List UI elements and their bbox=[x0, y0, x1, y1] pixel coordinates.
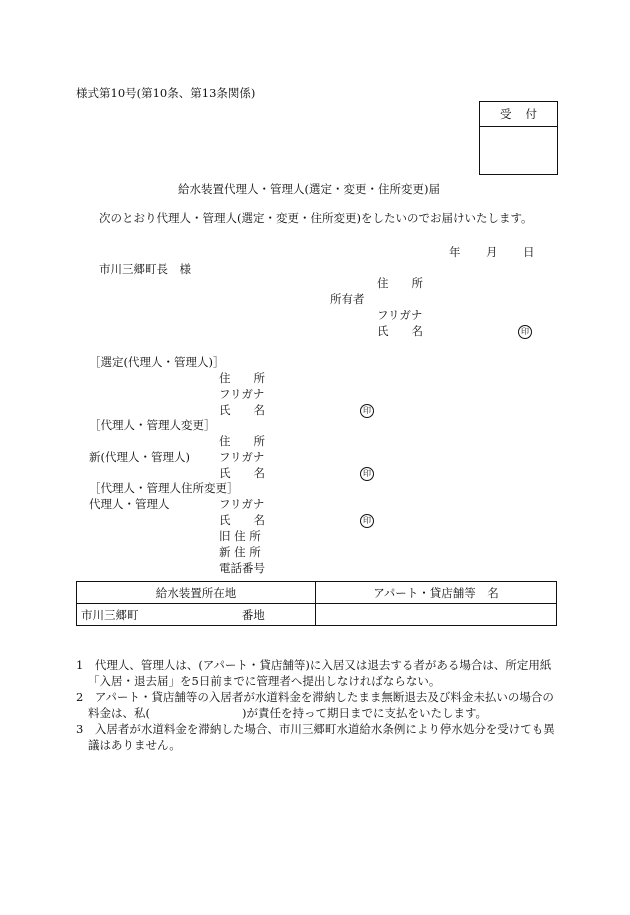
change-address-label: 住 所 bbox=[219, 434, 265, 448]
selection-furigana-label: フリガナ bbox=[219, 387, 265, 401]
form-number: 様式第10号(第10条、第13条関係) bbox=[76, 86, 256, 100]
location-header: 給水装置所在地 bbox=[77, 582, 316, 604]
address-change-seal-icon: 印 bbox=[360, 514, 374, 528]
location-table bbox=[76, 581, 557, 626]
change-furigana-label: フリガナ bbox=[219, 450, 265, 464]
selection-address-label: 住 所 bbox=[219, 371, 265, 385]
reception-label: 受付 bbox=[480, 102, 557, 127]
selection-header: ［選定(代理人・管理人)］ bbox=[89, 355, 225, 369]
address-change-furigana-label: フリガナ bbox=[219, 497, 265, 511]
owner-name-label: 氏 名 bbox=[377, 324, 423, 338]
form-title: 給水装置代理人・管理人(選定・変更・住所変更)届 bbox=[178, 182, 440, 196]
reception-stamp-box bbox=[479, 101, 558, 175]
addressee: 市川三郷町長 様 bbox=[99, 262, 191, 276]
date-day: 日 bbox=[523, 245, 535, 259]
location-banchi: 番地 bbox=[241, 607, 265, 622]
change-name-label: 氏 名 bbox=[219, 466, 265, 480]
owner-address-label: 住 所 bbox=[377, 276, 423, 290]
address-change-sub-label: 代理人・管理人 bbox=[89, 497, 170, 511]
location-cell[interactable] bbox=[77, 604, 316, 626]
new-address-label: 新 住 所 bbox=[219, 545, 261, 559]
location-town: 市川三郷町 bbox=[81, 607, 139, 622]
change-seal-icon: 印 bbox=[360, 467, 374, 481]
apartment-name-cell[interactable] bbox=[316, 604, 557, 626]
owner-furigana-label: フリガナ bbox=[377, 308, 423, 322]
date-year: 年 bbox=[449, 245, 461, 259]
date-month: 月 bbox=[486, 245, 498, 259]
old-address-label: 旧 住 所 bbox=[219, 529, 261, 543]
selection-name-label: 氏 名 bbox=[219, 403, 265, 417]
selection-seal-icon: 印 bbox=[360, 404, 374, 418]
change-sub-label: 新(代理人・管理人) bbox=[89, 450, 190, 464]
notes bbox=[76, 657, 560, 753]
address-change-name-label: 氏 名 bbox=[219, 513, 265, 527]
owner-label: 所有者 bbox=[330, 292, 365, 306]
owner-seal-icon: 印 bbox=[518, 325, 532, 339]
intro-text: 次のとおり代理人・管理人(選定・変更・住所変更)をしたいのでお届けいたします。 bbox=[99, 211, 533, 225]
address-change-header: ［代理人・管理人住所変更］ bbox=[89, 481, 239, 495]
apartment-name-header: アパート・貸店舗等 名 bbox=[316, 582, 557, 604]
note-item: 1 代理人、管理人は、(アパート・貸店舗等)に入居又は退去する者がある場合は、所定用紙「入居・退去届」を5日前までに管理者へ提出しなければならない。 bbox=[76, 658, 552, 688]
change-header: ［代理人・管理人変更］ bbox=[89, 418, 216, 432]
note-item: 2 アパート・貸店舗等の入居者が水道料金を滞納したまま無断退去及び料金未払いの場合の料金は、私( )が責任を持って期日までに支払をいたします。 bbox=[76, 690, 554, 720]
note-item: 3 入居者が水道料金を滞納した場合、市川三郷町水道給水条例により停水処分を受けても異議はありません。 bbox=[76, 722, 555, 752]
phone-label: 電話番号 bbox=[219, 561, 265, 575]
